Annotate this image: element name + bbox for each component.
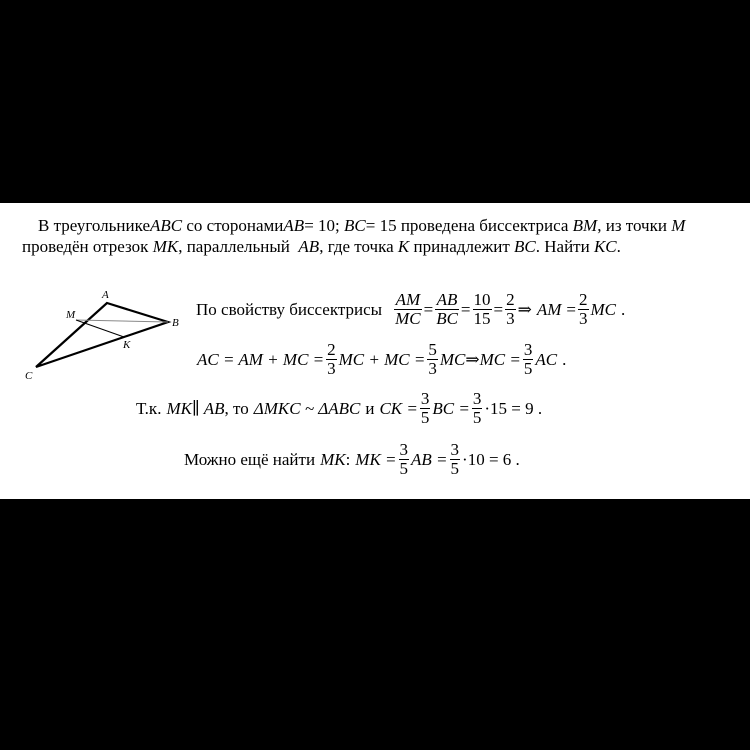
fraction — [420, 390, 431, 427]
math-expr: ·15 = 9 . — [484, 398, 543, 418]
solution-line-1 — [196, 291, 625, 328]
math-expr: MK∥ AB — [166, 398, 225, 418]
fraction-numerator: 3 — [523, 340, 533, 359]
solution-text: : — [345, 449, 351, 469]
fraction-numerator: AB — [436, 290, 458, 309]
fraction-denominator: 5 — [420, 408, 430, 427]
math-var: MC — [590, 299, 616, 319]
problem-var: BC — [514, 237, 536, 256]
math-expr: MK = — [355, 449, 397, 469]
problem-statement — [22, 215, 734, 257]
problem-var: KC — [593, 237, 617, 256]
equals-sign: = — [460, 299, 471, 319]
fraction-numerator: 2 — [579, 290, 588, 309]
fraction-denominator: 3 — [506, 309, 515, 328]
fraction-numerator: 2 — [506, 290, 515, 309]
fraction-denominator: MC — [395, 309, 421, 328]
math-var: MK — [320, 449, 346, 469]
label-c: C — [25, 370, 33, 382]
fraction — [578, 291, 589, 328]
fraction-numerator: 2 — [327, 340, 336, 359]
solution-text: По свойству биссектрисы — [196, 299, 383, 319]
problem-text: со сторонами — [186, 216, 284, 235]
problem-var: K — [397, 237, 410, 256]
segment-bm — [76, 320, 168, 322]
problem-text: проведён отрезок — [22, 237, 149, 256]
math-expr: CK = — [379, 398, 418, 418]
period: . — [621, 299, 626, 319]
problem-text: = 15 проведена биссектриса — [365, 216, 569, 235]
solution-text: Т.к. — [136, 398, 162, 418]
period: . — [562, 349, 567, 369]
triangle-abc — [36, 303, 168, 367]
fraction-denominator: 3 — [428, 359, 437, 378]
fraction-denominator: 5 — [523, 359, 533, 378]
label-m: M — [66, 309, 76, 321]
fraction-denominator: 5 — [450, 459, 460, 478]
problem-text: , где точка — [319, 237, 394, 256]
problem-text: В треугольнике — [38, 216, 150, 235]
fraction — [472, 390, 483, 427]
fraction — [473, 291, 492, 328]
math-expr: ΔMKC ~ ΔABC — [253, 398, 361, 418]
problem-var: ABC — [150, 216, 183, 235]
fraction-denominator: 15 — [473, 309, 491, 328]
problem-text: принадлежит — [413, 237, 510, 256]
problem-text: = 10; — [304, 216, 340, 235]
solution-text: Можно ещё найти — [184, 449, 316, 469]
label-a: A — [102, 289, 109, 301]
math-expr: MC = — [479, 349, 521, 369]
problem-var: BM — [572, 216, 598, 235]
document-sheet — [0, 203, 750, 499]
solution-text: и — [365, 398, 375, 418]
math-expr: AC = AM + MC = — [197, 349, 325, 369]
problem-text: , параллельный — [178, 237, 290, 256]
segment-mk — [76, 320, 124, 337]
math-var: AM — [536, 299, 562, 319]
fraction — [394, 291, 422, 328]
problem-var: AB — [283, 216, 305, 235]
triangle-figure — [20, 285, 190, 385]
fraction — [326, 341, 337, 378]
fraction-numerator: 3 — [450, 440, 460, 459]
math-expr: AB = — [411, 449, 448, 469]
problem-var: AB — [298, 237, 320, 256]
implies-sign: ⇒ — [465, 349, 480, 369]
problem-text: , из точки — [597, 216, 667, 235]
fraction-numerator: 10 — [473, 290, 491, 309]
fraction-numerator: 3 — [420, 389, 430, 408]
solution-line-2 — [197, 341, 566, 378]
label-k: K — [123, 339, 131, 351]
solution-line-4 — [184, 441, 520, 478]
fraction-denominator: 3 — [579, 309, 588, 328]
solution-text: , то — [224, 398, 249, 418]
solution-line-3 — [136, 390, 542, 427]
fraction — [427, 341, 438, 378]
equals-sign: = — [493, 299, 504, 319]
math-expr: BC = — [432, 398, 470, 418]
implies-sign: ⇒ — [517, 299, 532, 319]
fraction-denominator: 5 — [472, 408, 482, 427]
problem-var: BC — [344, 216, 366, 235]
fraction — [399, 441, 410, 478]
label-b: B — [172, 317, 179, 329]
fraction-numerator: 3 — [399, 440, 409, 459]
math-var: AC — [535, 349, 558, 369]
fraction — [505, 291, 516, 328]
fraction-numerator: 5 — [428, 340, 437, 359]
math-expr: ·10 = 6 . — [462, 449, 520, 469]
fraction — [435, 291, 459, 328]
problem-text: . Найти — [535, 237, 590, 256]
math-expr: MC + MC = — [338, 349, 426, 369]
fraction-denominator: 3 — [327, 359, 336, 378]
problem-var: MK — [152, 237, 179, 256]
fraction-denominator: 5 — [399, 459, 409, 478]
fraction-denominator: BC — [436, 309, 458, 328]
equals-sign: = — [423, 299, 434, 319]
math-var: MC — [439, 349, 466, 369]
problem-text: . — [616, 237, 621, 256]
equals-sign: = — [566, 299, 576, 319]
fraction-numerator: 3 — [472, 389, 482, 408]
fraction — [450, 441, 461, 478]
fraction — [523, 341, 534, 378]
problem-var: M — [671, 216, 686, 235]
fraction-numerator: AM — [395, 290, 421, 309]
